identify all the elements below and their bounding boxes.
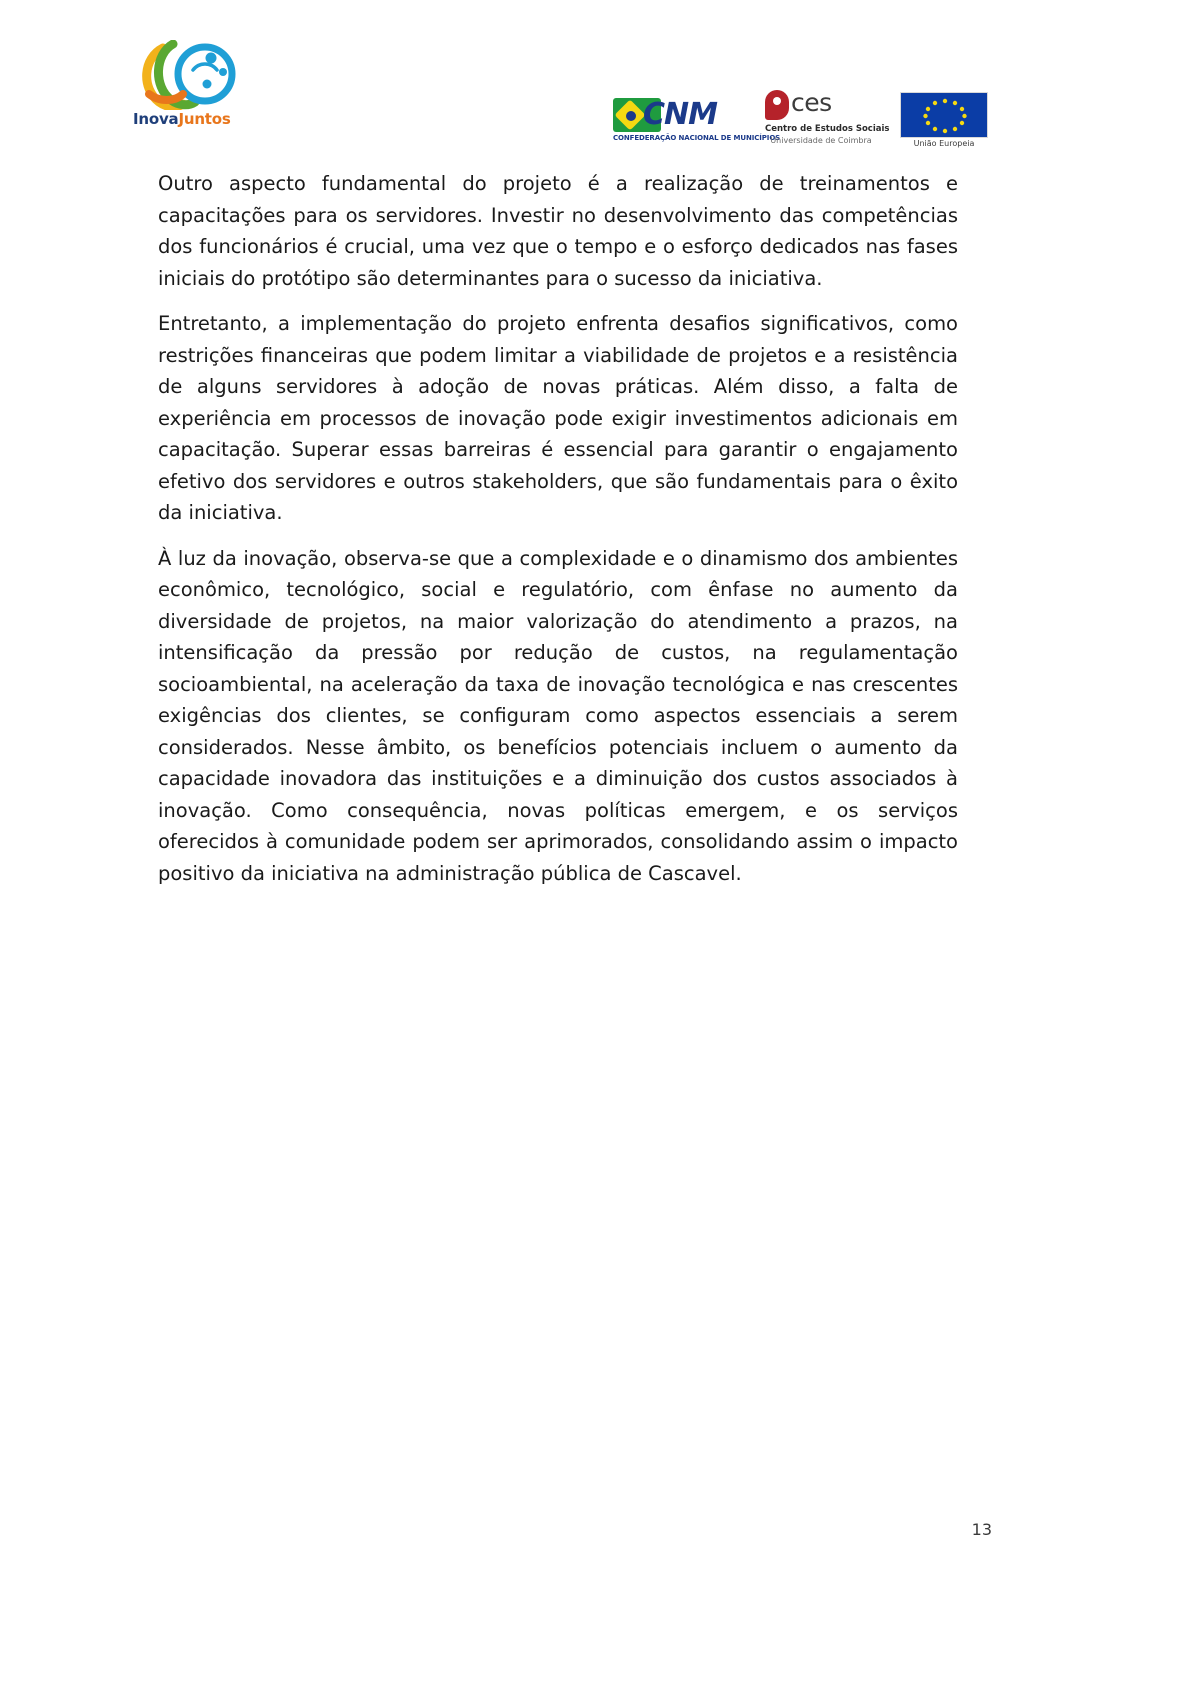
inovajuntos-glyph-icon — [133, 40, 245, 110]
eu-stars-icon — [901, 93, 989, 139]
inovajuntos-mark-icon — [133, 40, 245, 110]
inovajuntos-logo — [133, 40, 245, 140]
ces-line-1: Centro de Estudos Sociais — [765, 124, 890, 134]
eu-flag-icon — [900, 92, 988, 138]
document-header — [0, 38, 1190, 148]
document-body — [158, 168, 958, 889]
ces-logo — [765, 88, 890, 156]
paragraph-2: Entretanto, a implementação do projeto enfrenta desafios significativos, como restrições financeiras que podem limitar a viabilidade de projetos e a resistência de alguns servidores à adoção de novas práticas. Além disso, a falta de experiência em processos de inovação pode exigir investimentos adicionais em capacitação. Superar essas barreiras é essencial para garantir o engajamento efetivo dos servidores e outros stakeholders, que são fundamentais para o êxito da iniciativa. — [158, 312, 958, 524]
paragraph-1: Outro aspecto fundamental do projeto é a realização de treinamentos e capacitações para os servidores. Investir no desenvolvimento das competências dos funcionários é crucial, uma vez que o tempo e o esforço dedicados nas fases iniciais do protótipo são determinantes para o sucesso da iniciativa. — [158, 172, 958, 290]
inovajuntos-word-1: Inova — [133, 110, 179, 128]
ces-mark-icon — [765, 90, 789, 120]
european-union-logo — [900, 92, 988, 154]
ces-line-2: Universidade de Coimbra — [770, 136, 872, 145]
eu-caption: União Europeia — [913, 139, 975, 148]
cnm-acronym: CNM — [643, 97, 717, 132]
cnm-logo — [613, 97, 781, 154]
cnm-subtitle: CONFEDERAÇÃO NACIONAL DE MUNICÍPIOS — [613, 134, 781, 142]
paragraph-3: À luz da inovação, observa-se que a complexidade e o dinamismo dos ambientes econômico, tecnológico, social e regulatório, com ênfase no aumento da diversidade de projetos, na maior valorização do atendimento a prazos, na intensificação da pressão por redução de custos, na regulamentação socioambiental, na aceleração da taxa de inovação tecnológica e nas crescentes exigências dos clientes, se configuram como aspectos essenciais a serem considerados. Nesse âmbito, os benefícios potenciais incluem o aumento da capacidade inovadora das instituições e a diminuição dos custos associados à inovação. Como consequência, novas políticas emergem, e os serviços oferecidos à comunidade podem ser aprimorados, consolidando assim o impacto positivo da iniciativa na administração pública de Cascavel. — [158, 546, 958, 885]
ces-acronym: ces — [791, 88, 832, 117]
inovajuntos-word-2: Juntos — [178, 110, 231, 128]
inovajuntos-wordmark — [133, 110, 245, 128]
page-number: 13 — [971, 1520, 992, 1539]
